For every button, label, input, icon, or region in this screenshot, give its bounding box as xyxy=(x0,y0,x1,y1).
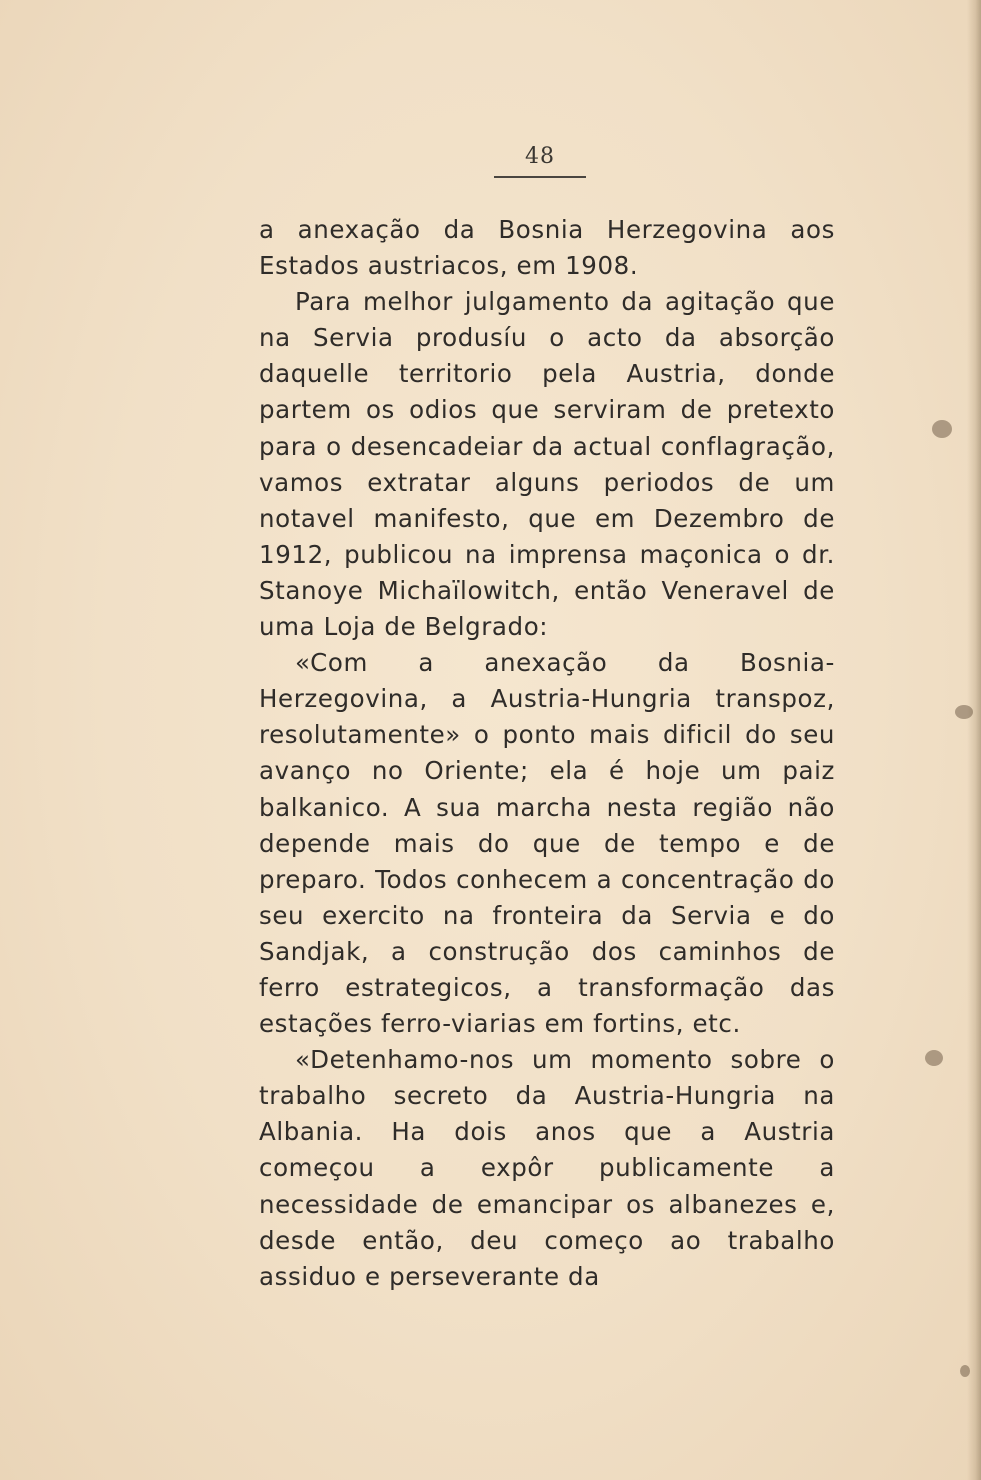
page-number-rule xyxy=(494,176,586,178)
ink-blemish xyxy=(955,705,973,719)
page-number: 48 xyxy=(525,144,555,169)
page-edge-shadow xyxy=(967,0,981,1480)
paragraph-3: «Com a anexação da Bosnia-Herzegovina, a Austria-Hungria transpoz, resolutamente» o ponto mais dificil do seu avanço no Oriente; ela é hoje um paiz balkanico. A sua marcha nesta região não depende mais do que de tempo e de preparo. Todos conhecem a concentração do seu exercito na fronteira da Servia e do Sandjak, a construção dos caminhos de ferro estrategicos, a transformação das estações ferro-viarias em fortins, etc. xyxy=(259,648,835,1039)
ink-blemish xyxy=(960,1365,970,1377)
ink-blemish xyxy=(925,1050,943,1066)
paragraph-4: «Detenhamo-nos um momento sobre o trabalho secreto da Austria-Hungria na Albania. Ha dois anos que a Austria começou a expôr publicamente a necessidade de emancipar os albanezes e, desde então, deu começo ao trabalho assiduo e perseverante da xyxy=(259,1045,835,1291)
paragraph-2: Para melhor julgamento da agitação que na Servia produsíu o acto da absorção daquelle territorio pela Austria, donde partem os odios que serviram de pretexto para o desencadeiar da actual conflagração, vamos extratar alguns periodos de um notavel manifesto, que em Dezembro de 1912, publicou na imprensa maçonica o dr. Stanoye Michaïlowitch, então Veneravel de uma Loja de Belgrado: xyxy=(259,287,835,642)
paragraph-1: a anexação da Bosnia Herzegovina aos Estados austriacos, em 1908. xyxy=(259,215,835,281)
body-text xyxy=(259,212,835,1295)
ink-blemish xyxy=(932,420,952,438)
